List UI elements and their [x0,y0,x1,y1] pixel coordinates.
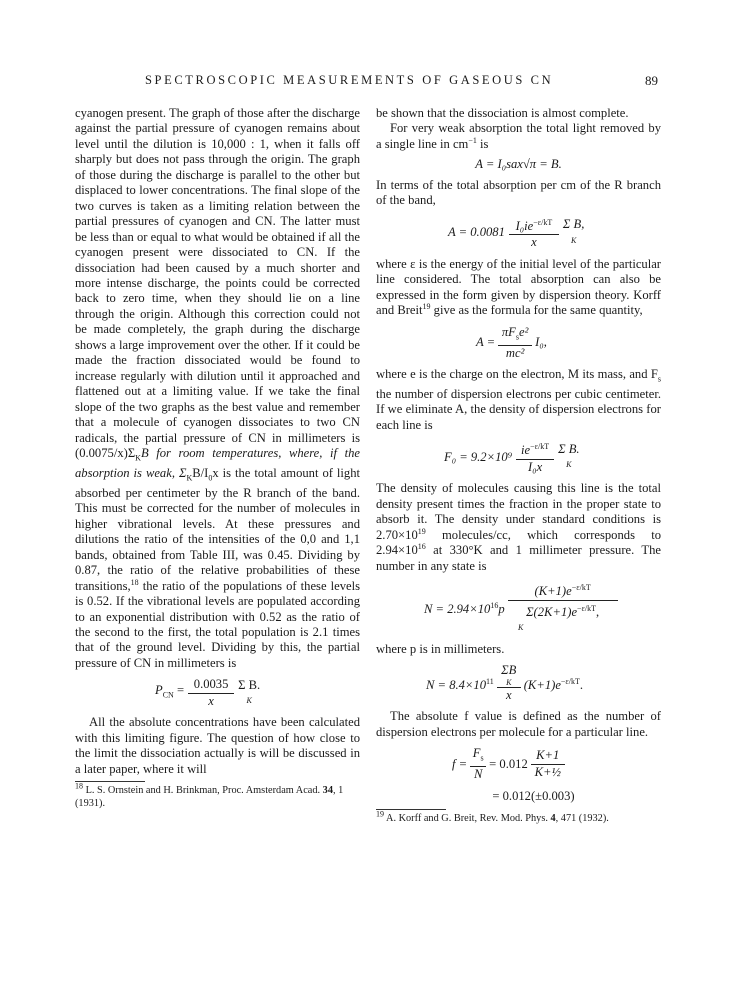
right-column [376,106,661,826]
page-number: 89 [645,73,658,88]
left-column [75,106,360,810]
right-paragraph-5: where e is the charge on the electron, M its mass, and $F_s$ the number of dispersion electrons per cubic centimeter. If we eliminate A, the density of dispersion electrons for each line is [376,367,661,432]
right-paragraph-8: The absolute f value is defined as the number of dispersion electrons per molecule for a particular line. [376,709,661,739]
right-paragraph-6: The density of molecules causing this line is the total density present times the fraction in the proper state to absorb it. The density under standard conditions is $2.70\times 10^{19}$ molecules/cc, which corresponds to $2.94\times 10^{16}$ at 330°K and 1 millimeter pressure. The number in any state is [376,481,661,573]
footnote-18: $^{18}$ L. S. Ornstein and H. Brinkman, Proc. Amsterdam Acad. 34, 1 (1931). [75,781,344,809]
left-paragraph-2: All the absolute concentrations have been calculated with this limiting figure. The question of how close to the limit the dissociation actually is will be discussed in a later paper, where it will [75,715,360,776]
footnote-rule [75,781,145,782]
equation-pcn: $P_{CN}$ = 0.0035 x Σ B. K [155,677,261,708]
equation-6: $N = 8.4\times 10^{11}$ ΣB K x $(K+1)e^{-\varepsilon/kT}$. [426,663,584,702]
footnote-rule [376,809,446,810]
right-paragraph-1: be shown that the dissociation is almost complete. [376,106,629,120]
equation-2: A = 0.0081 $I_0ie^{-\varepsilon/kT}$ x Σ B, K [448,217,585,250]
right-paragraph-3: In terms of the total absorption per cm of the R branch of the band, [376,177,661,208]
equation-8: = 0.012(±0.003) [492,788,575,803]
equation-5: $N = 2.94\times 10^{16}p$ $(K+1)e^{-\varepsilon/kT}$ $\Sigma(2K+1)e^{-\varepsilon/kT}$, K [424,580,661,636]
equation-1: A = I₀sax√π = B. [475,157,562,172]
right-paragraph-7: where p is in millimeters. [376,641,505,656]
equation-3: A = $\pi F_se^2$ mc² I₀, [476,324,547,360]
running-header [0,73,736,93]
left-paragraph-1: cyanogen present. The graph of those after the discharge against the partial pressure of cyanogen remains about level until the dilution is 10,000 : 1, when it falls off sharply but does not pass through the origin. The graph of those during the discharge is parallel to the other but displaced to lower concentrations. The final slope of the two curves is taken as a limiting relation between the partial pressures of cyanogen and CN. The latter must be less than or equal to what would be obtained if all the cyanogen present were dissociated to CN. If the dissociation had been caused by a much shorter and more intense discharge, the points could be corrected back to zero time, when they should lie on a line through the origin. Although this correction could not be made completely, the graph during the discharge shows a large improvement over the other. If it could be made the fraction dissociated would be found to increase regularly with dilution until it approached and flattened out at a limiting value. If we take the final slope of the two graphs as the best value and remember that a molecule of cyanogen dissociates to two CN radicals, the partial pressure of CN in millimeters is $(0.0075/x)\Sigma_KB$ for room temperatures, where, if the absorption is weak, $\Sigma_KB/I_0x$ is the total amount of light absorbed per centimeter by the R branch of the band. This must be corrected for the number of molecules in higher vibrational levels. At these pressures and dilutions the ratio of the intensities of the 0,0 and 1,1 bands, obtained from Table III, was 0.45. Dividing by 0.87, the ratio of the relative probabilities of these transitions,$^{18}$ the ratio of the populations of these levels is 0.52. If the vibrational levels are populated according to an exponential distribution with 0.52 as the ratio of the second to the first, the total population is 2.1 times that of the ground level. Dividing by this, the partial pressure of CN in millimeters is [75,106,361,670]
equation-4: F₀ = 9.2×10⁹ $ie^{-\varepsilon/kT}$ I₀x Σ B. K [444,441,580,475]
right-paragraph-4: where ε is the energy of the initial level of the particular line considered. The total absorption can also be expressed in the form given by dispersion theory. Korff and Breit$^{19}$ give as the formula for the same quantity, [376,256,661,318]
running-title: SPECTROSCOPIC MEASUREMENTS OF GASEOUS CN [145,73,554,87]
equation-7: f = $F_s$ N = 0.012 K+1 K+½ [452,746,661,782]
right-paragraph-2: For very weak absorption the total light removed by a single line in $cm^{-1}$ is [376,121,661,151]
footnote-19: $^{19}$ A. Korff and G. Breit, Rev. Mod. Phys. 4, 471 (1932). [376,809,609,825]
